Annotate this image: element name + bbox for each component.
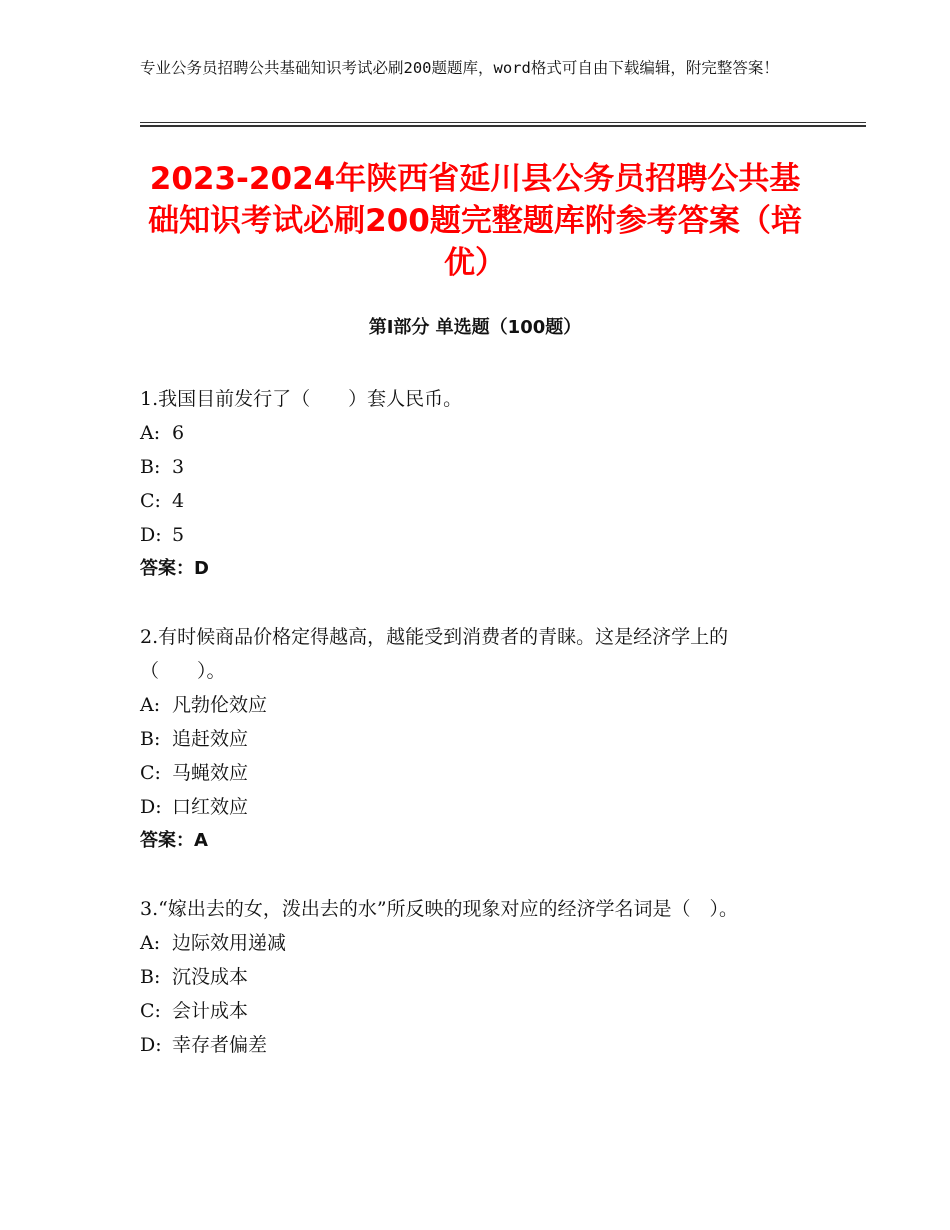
- header-divider-thin: [140, 122, 866, 123]
- option-text: 口红效应: [172, 796, 249, 818]
- option-d: [140, 790, 810, 824]
- option-text: 幸存者偏差: [172, 1034, 268, 1056]
- option-text: 3: [172, 456, 185, 478]
- question-list: [140, 382, 810, 1096]
- option-d: [140, 1028, 810, 1062]
- option-text: 会计成本: [172, 1000, 249, 1022]
- option-a: [140, 416, 810, 450]
- header-note: 专业公务员招聘公共基础知识考试必刷200题题库，word格式可自由下载编辑，附完整答案！: [140, 59, 779, 77]
- option-letter: A:: [140, 694, 161, 716]
- question-1: [140, 382, 810, 586]
- option-letter: D:: [140, 524, 162, 546]
- option-b: [140, 960, 810, 994]
- question-stem: 3.“嫁出去的女，泼出去的水”所反映的现象对应的经济学名词是（ ）。: [140, 898, 739, 920]
- option-text: 追赶效应: [172, 728, 249, 750]
- section-title: 第Ⅰ部分 单选题（100题）: [368, 317, 582, 338]
- answer-label: 答案：D: [140, 558, 209, 579]
- option-letter: A:: [140, 932, 161, 954]
- answer-label: 答案：A: [140, 830, 208, 851]
- option-text: 5: [172, 524, 185, 546]
- option-text: 边际效用递减: [172, 932, 287, 954]
- option-letter: C:: [140, 762, 161, 784]
- option-letter: D:: [140, 1034, 162, 1056]
- question-2: [140, 620, 810, 858]
- option-letter: C:: [140, 490, 161, 512]
- option-c: [140, 994, 810, 1028]
- option-text: 凡勃伦效应: [172, 694, 268, 716]
- option-b: [140, 450, 810, 484]
- document-title: 2023-2024年陕西省延川县公务员招聘公共基础知识考试必刷200题完整题库附参考答案（培优）: [148, 161, 802, 281]
- header-divider-thick: [140, 125, 866, 127]
- option-b: [140, 722, 810, 756]
- option-letter: B:: [140, 728, 161, 750]
- option-letter: B:: [140, 966, 161, 988]
- option-letter: A:: [140, 422, 161, 444]
- question-stem: 1.我国目前发行了（ ）套人民币。: [140, 388, 463, 410]
- option-text: 马蝇效应: [172, 762, 249, 784]
- option-d: [140, 518, 810, 552]
- option-c: [140, 484, 810, 518]
- question-stem: 2.有时候商品价格定得越高，越能受到消费者的青睐。这是经济学上的（ ）。: [140, 626, 729, 682]
- question-3: [140, 892, 810, 1062]
- option-letter: C:: [140, 1000, 161, 1022]
- option-text: 4: [172, 490, 185, 512]
- option-c: [140, 756, 810, 790]
- option-text: 沉没成本: [172, 966, 249, 988]
- option-letter: D:: [140, 796, 162, 818]
- option-text: 6: [172, 422, 185, 444]
- option-letter: B:: [140, 456, 161, 478]
- option-a: [140, 688, 810, 722]
- option-a: [140, 926, 810, 960]
